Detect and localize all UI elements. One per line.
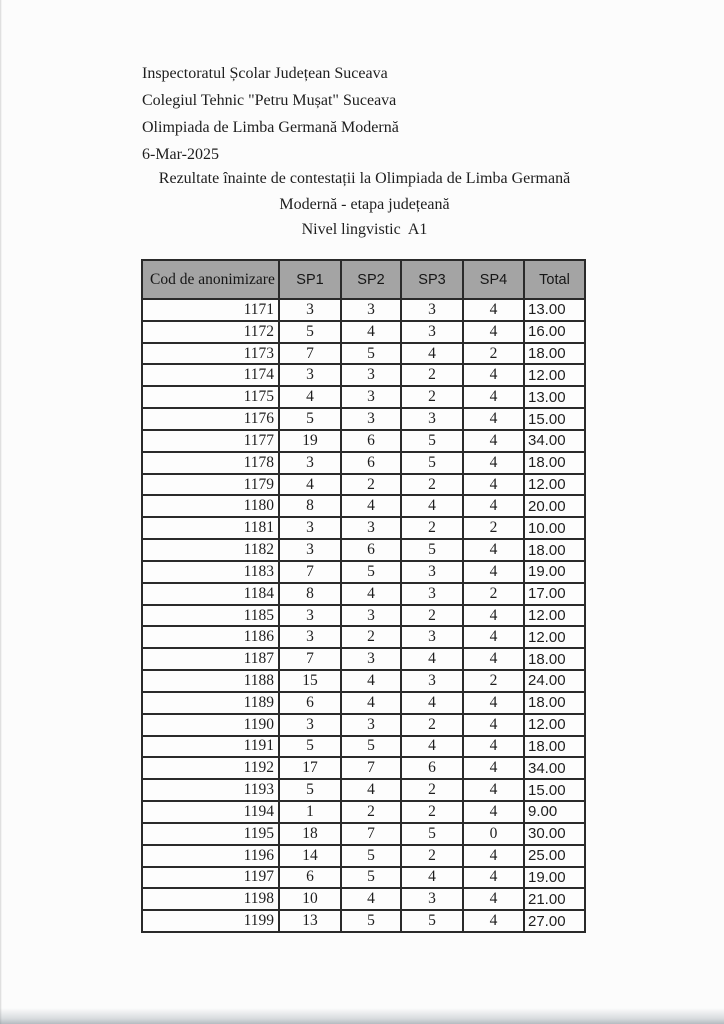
sp-cell: 4: [463, 845, 524, 867]
total-cell: 18.00: [524, 539, 585, 561]
sp-cell: 4: [341, 495, 401, 517]
sp-cell: 4: [463, 801, 524, 823]
sp-cell: 3: [279, 364, 341, 386]
code-cell: 1186: [142, 626, 279, 648]
sp-cell: 4: [463, 364, 524, 386]
table-row: [142, 452, 585, 474]
sp-cell: 3: [341, 517, 401, 539]
sp-cell: 4: [463, 757, 524, 779]
sp-cell: 17: [279, 757, 341, 779]
table-row: [142, 670, 585, 692]
total-cell: 18.00: [524, 452, 585, 474]
code-cell: 1171: [142, 299, 279, 321]
table-row: [142, 692, 585, 714]
subtitle-level: Nivel lingvistic A1: [301, 221, 428, 238]
table-row: [142, 430, 585, 452]
sp-cell: 5: [401, 539, 463, 561]
sp-cell: 0: [463, 823, 524, 845]
total-cell: 17.00: [524, 583, 585, 605]
total-cell: 10.00: [524, 517, 585, 539]
sp-cell: 3: [341, 648, 401, 670]
table-row: [142, 823, 585, 845]
sp-cell: 4: [401, 343, 463, 365]
table-row: [142, 343, 585, 365]
sp-cell: 2: [401, 386, 463, 408]
table-row: [142, 364, 585, 386]
total-cell: 18.00: [524, 343, 585, 365]
column-header-total: Total: [524, 260, 585, 299]
total-cell: 16.00: [524, 321, 585, 343]
sp-cell: 5: [341, 910, 401, 932]
column-header-sp2: SP2: [341, 260, 401, 299]
sp-cell: 2: [401, 364, 463, 386]
sp-cell: 3: [279, 517, 341, 539]
total-cell: 12.00: [524, 364, 585, 386]
sp-cell: 14: [279, 845, 341, 867]
sp-cell: 2: [341, 626, 401, 648]
sp-cell: 6: [341, 539, 401, 561]
code-cell: 1173: [142, 343, 279, 365]
sp-cell: 4: [463, 495, 524, 517]
sp-cell: 3: [279, 299, 341, 321]
sp-cell: 3: [341, 714, 401, 736]
scan-edge-line: [0, 0, 2, 1024]
sp-cell: 15: [279, 670, 341, 692]
sp-cell: 3: [401, 626, 463, 648]
code-cell: 1180: [142, 495, 279, 517]
table-row: [142, 736, 585, 758]
sp-cell: 4: [463, 299, 524, 321]
sp-cell: 4: [463, 692, 524, 714]
sp-cell: 4: [463, 452, 524, 474]
table-row: [142, 757, 585, 779]
sp-cell: 6: [401, 757, 463, 779]
letterhead-line-institution: Inspectoratul Școlar Județean Suceava: [142, 65, 388, 82]
sp-cell: 2: [401, 779, 463, 801]
total-cell: 12.00: [524, 605, 585, 627]
sp-cell: 4: [341, 779, 401, 801]
sp-cell: 2: [401, 474, 463, 496]
code-cell: 1183: [142, 561, 279, 583]
sp-cell: 8: [279, 583, 341, 605]
sp-cell: 3: [401, 299, 463, 321]
code-cell: 1188: [142, 670, 279, 692]
sp-cell: 2: [401, 845, 463, 867]
sp-cell: 4: [463, 867, 524, 889]
sp-cell: 4: [463, 910, 524, 932]
code-cell: 1197: [142, 867, 279, 889]
sp-cell: 4: [463, 430, 524, 452]
sp-cell: 5: [341, 867, 401, 889]
total-cell: 27.00: [524, 910, 585, 932]
total-cell: 18.00: [524, 736, 585, 758]
sp-cell: 2: [341, 801, 401, 823]
sp-cell: 4: [279, 386, 341, 408]
sp-cell: 4: [463, 386, 524, 408]
code-cell: 1178: [142, 452, 279, 474]
sp-cell: 4: [401, 736, 463, 758]
sp-cell: 2: [463, 583, 524, 605]
sp-cell: 4: [463, 561, 524, 583]
table-row: [142, 321, 585, 343]
code-cell: 1176: [142, 408, 279, 430]
table-row: [142, 910, 585, 932]
sp-cell: 4: [463, 474, 524, 496]
code-cell: 1193: [142, 779, 279, 801]
sp-cell: 5: [279, 321, 341, 343]
table-row: [142, 867, 585, 889]
total-cell: 12.00: [524, 474, 585, 496]
sp-cell: 3: [279, 452, 341, 474]
code-cell: 1199: [142, 910, 279, 932]
code-cell: 1175: [142, 386, 279, 408]
table-row: [142, 495, 585, 517]
column-header-sp4: SP4: [463, 260, 524, 299]
code-cell: 1179: [142, 474, 279, 496]
sp-cell: 4: [463, 714, 524, 736]
table-header-row: [142, 260, 585, 299]
table-row: [142, 605, 585, 627]
sp-cell: 4: [463, 408, 524, 430]
total-cell: 9.00: [524, 801, 585, 823]
sp-cell: 7: [279, 648, 341, 670]
sp-cell: 7: [341, 823, 401, 845]
total-cell: 19.00: [524, 561, 585, 583]
sp-cell: 5: [279, 779, 341, 801]
table-row: [142, 517, 585, 539]
sp-cell: 3: [401, 561, 463, 583]
sp-cell: 3: [341, 299, 401, 321]
sp-cell: 4: [341, 888, 401, 910]
sp-cell: 18: [279, 823, 341, 845]
sp-cell: 5: [341, 343, 401, 365]
sp-cell: 2: [401, 714, 463, 736]
code-cell: 1190: [142, 714, 279, 736]
total-cell: 13.00: [524, 386, 585, 408]
total-cell: 13.00: [524, 299, 585, 321]
total-cell: 34.00: [524, 430, 585, 452]
total-cell: 15.00: [524, 779, 585, 801]
code-cell: 1194: [142, 801, 279, 823]
sp-cell: 5: [401, 823, 463, 845]
sp-cell: 2: [401, 605, 463, 627]
sp-cell: 4: [463, 539, 524, 561]
sp-cell: 4: [463, 648, 524, 670]
table-row: [142, 779, 585, 801]
sp-cell: 2: [463, 517, 524, 539]
table-row: [142, 888, 585, 910]
sp-cell: 2: [463, 670, 524, 692]
table-row: [142, 583, 585, 605]
total-cell: 34.00: [524, 757, 585, 779]
table-row: [142, 474, 585, 496]
column-header-code: Cod de anonimizare: [142, 260, 279, 299]
sp-cell: 4: [463, 626, 524, 648]
code-cell: 1185: [142, 605, 279, 627]
sp-cell: 5: [341, 561, 401, 583]
total-cell: 24.00: [524, 670, 585, 692]
table-row: [142, 299, 585, 321]
sp-cell: 19: [279, 430, 341, 452]
sp-cell: 3: [279, 605, 341, 627]
sp-cell: 2: [341, 474, 401, 496]
sp-cell: 7: [279, 561, 341, 583]
sp-cell: 10: [279, 888, 341, 910]
code-cell: 1177: [142, 430, 279, 452]
sp-cell: 3: [341, 605, 401, 627]
sp-cell: 4: [279, 474, 341, 496]
sp-cell: 4: [463, 736, 524, 758]
scan-shadow: [0, 1008, 724, 1024]
sp-cell: 3: [341, 364, 401, 386]
column-header-sp1: SP1: [279, 260, 341, 299]
sp-cell: 3: [401, 888, 463, 910]
document-title: [0, 166, 724, 218]
sp-cell: 6: [279, 867, 341, 889]
table-row: [142, 845, 585, 867]
total-cell: 19.00: [524, 867, 585, 889]
code-cell: 1195: [142, 823, 279, 845]
sp-cell: 6: [341, 430, 401, 452]
total-cell: 18.00: [524, 692, 585, 714]
total-cell: 21.00: [524, 888, 585, 910]
sp-cell: 3: [401, 583, 463, 605]
code-cell: 1191: [142, 736, 279, 758]
table-row: [142, 408, 585, 430]
sp-cell: 5: [401, 430, 463, 452]
sp-cell: 2: [463, 343, 524, 365]
sp-cell: 4: [401, 867, 463, 889]
letterhead-line-event: Olimpiada de Limba Germană Modernă: [142, 119, 399, 136]
sp-cell: 3: [341, 408, 401, 430]
sp-cell: 7: [341, 757, 401, 779]
sp-cell: 8: [279, 495, 341, 517]
sp-cell: 4: [401, 692, 463, 714]
table-row: [142, 539, 585, 561]
sp-cell: 7: [279, 343, 341, 365]
code-cell: 1196: [142, 845, 279, 867]
sp-cell: 4: [463, 321, 524, 343]
letterhead-line-date: 6-Mar-2025: [142, 146, 219, 163]
sp-cell: 4: [463, 605, 524, 627]
total-cell: 18.00: [524, 648, 585, 670]
code-cell: 1184: [142, 583, 279, 605]
sp-cell: 5: [279, 736, 341, 758]
table-row: [142, 561, 585, 583]
letterhead-line-school: Colegiul Tehnic "Petru Mușat" Suceava: [142, 92, 397, 109]
sp-cell: 3: [341, 386, 401, 408]
total-cell: 20.00: [524, 495, 585, 517]
sp-cell: 1: [279, 801, 341, 823]
sp-cell: 5: [401, 910, 463, 932]
sp-cell: 5: [279, 408, 341, 430]
table-row: [142, 386, 585, 408]
sp-cell: 3: [279, 626, 341, 648]
sp-cell: 4: [341, 670, 401, 692]
table-row: [142, 626, 585, 648]
sp-cell: 3: [279, 539, 341, 561]
table-row: [142, 648, 585, 670]
sp-cell: 4: [401, 495, 463, 517]
sp-cell: 4: [341, 692, 401, 714]
code-cell: 1187: [142, 648, 279, 670]
total-cell: 30.00: [524, 823, 585, 845]
code-cell: 1192: [142, 757, 279, 779]
sp-cell: 2: [401, 801, 463, 823]
code-cell: 1181: [142, 517, 279, 539]
total-cell: 25.00: [524, 845, 585, 867]
sp-cell: 6: [341, 452, 401, 474]
code-cell: 1174: [142, 364, 279, 386]
sp-cell: 2: [401, 517, 463, 539]
sp-cell: 6: [279, 692, 341, 714]
sp-cell: 3: [401, 408, 463, 430]
sp-cell: 5: [341, 736, 401, 758]
sp-cell: 4: [341, 583, 401, 605]
sp-cell: 3: [401, 670, 463, 692]
sp-cell: 4: [401, 648, 463, 670]
total-cell: 12.00: [524, 714, 585, 736]
title-line-2: Modernă - etapa județeană: [279, 196, 450, 213]
title-line-1: Rezultate înainte de contestații la Olimpiada de Limba Germană: [158, 170, 571, 187]
sp-cell: 3: [401, 321, 463, 343]
table-row: [142, 801, 585, 823]
sp-cell: 3: [279, 714, 341, 736]
sp-cell: 5: [341, 845, 401, 867]
sp-cell: 13: [279, 910, 341, 932]
results-table-body: [142, 299, 585, 932]
letterhead: [142, 60, 399, 168]
sp-cell: 4: [463, 888, 524, 910]
code-cell: 1172: [142, 321, 279, 343]
code-cell: 1198: [142, 888, 279, 910]
table-row: [142, 714, 585, 736]
sp-cell: 4: [341, 321, 401, 343]
code-cell: 1182: [142, 539, 279, 561]
column-header-sp3: SP3: [401, 260, 463, 299]
total-cell: 12.00: [524, 626, 585, 648]
total-cell: 15.00: [524, 408, 585, 430]
results-table: [141, 259, 586, 933]
sp-cell: 4: [463, 779, 524, 801]
code-cell: 1189: [142, 692, 279, 714]
sp-cell: 5: [401, 452, 463, 474]
